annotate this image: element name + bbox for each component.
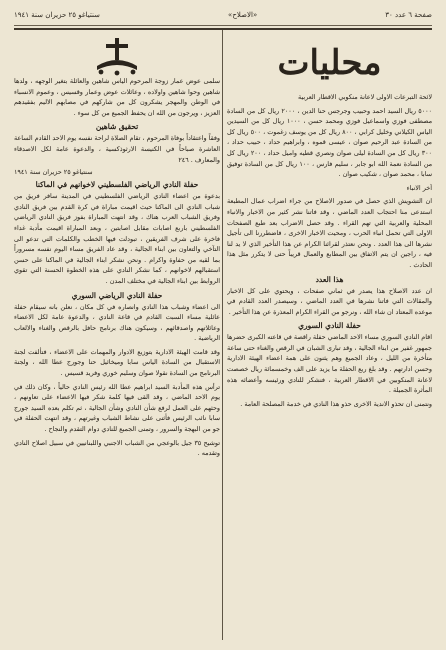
page-issue-number: صفحة ٦ عدد ٣٠ (385, 11, 432, 19)
right-column-body (227, 92, 432, 409)
article-paragraph: بدعوة من اعضاء النادي الرياضي الفلسطيني في المدينة سافر فريق من شباب النادي الى الماكنا حيث اقيمت مباراة في كرة القدم بين فريق النادي وفريق الشباب العرب هناك ، وقد انتهت المباراة بفوز فريق النادي الرياضي الفلسطيني باربع اصابات مقابل اصابتين ، وبعد المباراة اقيمت مأدبة غداء فاخرة على شرف الفريقين ، تبودلت فيها الخطب والكلمات التي تدعو الى التآخي والتعاون بين ابناء الجالية ، وقد عاد الفريق مساء اليوم نفسه مسروراً بما لقيه من حفاوة واكرام . ونحن نشكر ابناء الجالية في الماكنا على حسن استقبالهم لاخوانهم ، كما نشكر النادي على هذه الخطوة الحسنة التي تقوي الروابط بين ابناء الجالية في مختلف المدن . (14, 192, 220, 285)
page-header-strip (14, 8, 432, 22)
article-paragraph: ونتمنى ان تحذو الاندية الاخرى حذو هذا النادي في خدمة المصلحة العامة . (240, 399, 432, 408)
left-column (14, 34, 220, 642)
left-column-body (14, 36, 220, 459)
article-paragraph: الى اعضاء وشباب هذا النادي وانصاره في كل مكان ، نعلن بانه سيقام حفلة عائلية مساء السبت القادم في قاعة النادي ، والدعوة عامة لكل الاعضاء وعائلاتهم واصدقائهم ، وسيكون هناك برنامج حافل بالرقص والغناء والالعاب الرياضية . (14, 302, 220, 343)
article-paragraph: ان عدد الاصلاح هذا يصدر في ثماني صفحات ، ويحتوي على كل الاخبار والمقالات التي فاتنا نشرها في العدد الماضي ، وسيصدر العدد القادم في موعده المعتاد ان شاء الله ، ونرجو من القراء الكرام المعذرة عن هذا التأخير . (227, 286, 432, 316)
column-divider (222, 30, 223, 640)
article-paragraph: اقام النادي السوري مساء الاحد الماضي حفلة راقصة في قاعته الكبرى حضرها جمهور غفير من ابناء الجالية ، وقد تبارى الشبان في الرقص والغناء حتى ساعة متأخرة من الليل ، وعاد الجميع وهم يثنون على همة اعضاء الهيئة الادارية وحسن ادارتهم . وقد بلغ ريع الحفلة ما يزيد على الف وخمسمائة ريال خصصت لاعانة المنكوبين في الاقطار العربية ، فنشكر للنادي ورئيسه وأعضائه هذه المأثرة الجميلة . (227, 333, 432, 395)
issue-date: سنتياغو ٢٥ حزيران سنة ١٩٤١ (14, 11, 100, 19)
article-heading: تحقيق شاهين (95, 122, 139, 132)
article-paragraph: ٥٠٠٠ ريال السيد احمد وحبيب وجرجس حنا الدين ، ٢٠٠٠ ريال كل من السادة مصطفى فوزي واسماعيل فوزي ومحمد حسن ، ١٠٠٠ ريال كل من السيدين الياس الكيلاني وخليل كرابي ، ٨٠٠ ريال كل من يوسف زغموت ، ٥٠٠ ريال كل من السادة عبد الرحيم صوان ، عيسى قموه ، وابراهيم حداد ، حبيب حداد ، ٣٠٠ ريال كل من السادة ليلى صوان ونصري قطيه واميل حداد ، ٢٠٠ ريال كل من السادة نعمة الله ابو جابر ، سليم فارس ، ١٠٠ ريال كل من السادة توفيق سابا ، محمد صوان ، شكيب صوان . (227, 106, 432, 179)
newspaper-name: «الاصلاح» (228, 11, 258, 19)
article-heading: حفلة النادي السوري (298, 321, 361, 331)
section-masthead: محليات (277, 43, 382, 83)
article-paragraph: لائحة التبرعات الاولى لاعانة منكوبي الاقطار العربية (298, 93, 432, 101)
right-column (227, 34, 432, 642)
article-paragraph: وفقاً واعتقاداً بوفاة المرحوم ، تقام الصلاة لراحة نفسه يوم الاحد القادم الساعة العاشرة صباحاً في الكنيسة الارثوذكسية ، والدعوة عامة لكل الاصدقاء والمعارف . ٢٤٦ (14, 134, 220, 164)
header-rule-thin (14, 25, 432, 26)
mourning-cross-emblem-icon (89, 36, 145, 76)
article-paragraph: توشيح ٣٥ جيل بالوعجي من الشباب الاجنبي واللبنانيين في سبيل اصلاح النادي وتقدمه . (14, 438, 220, 458)
signoff-date: سنتياغو ٢٥ حزيران سنة ١٩٤١ (14, 168, 93, 177)
article-paragraph: ترأس هذه المأدبة السيد ابراهيم عطا الله رئيس النادي حالياً ، وكان ذلك في يوم الاحد الماضي ، وقد القى فيها كلمة شكر فيها الاعضاء على تعاونهم ، وحثهم على العمل لرفع شأن النادي وشأن الجالية ، ثم تكلم بعده السيد جورج سابا نائب الرئيس فأثنى على نشاط الشباب وغيرتهم ، وقد انتهت الحفلة في جو من البهجة والسرور ، وتمنى الجميع للنادي دوام التقدم والنجاح . (14, 382, 220, 434)
article-heading: حفلة النادي الرياضي الفلسطيني لاخوانهم في الماكنا (35, 180, 199, 190)
article-paragraph: آخر الانباء (406, 183, 432, 192)
header-rule-thick (14, 28, 432, 30)
article-paragraph: ان التشويش الذي حصل في صدور الاصلاح من جراء اضراب عمال المطبعة استدعى منا احتجاب العدد الماضي ، وقد فاتنا نشر كثير من الاخبار والانباء المحلية والعربية التي تهم القراء . وقد حصل الاضراب بعد طبع الصفحات الاولى التي تحمل انباء الحرب ، ومحيت الاخبار الاخرى ، فاضطررنا الى تأجيل نشرها الى هذا العدد . ونحن نعتذر لقرائنا الكرام عن هذا التأخير الذي لا يد لنا فيه ، راجين ان يتم الاتفاق بين المطابع والعمال قريباً حتى لا يتكرر مثل هذا الحادث . (227, 197, 432, 269)
article-heading: حفلة النادي الرياضي السوري (71, 290, 163, 300)
article-paragraph: سلمى عوض عمار زوجة المرحوم الياس شاهين والعائلة بتغير الوجهه ، ولدها شاهين وحوا شاهين واولاده ، وعائلات عوض وعمار وقسيس ، وعموم الانسباء في الوطن والمهجر يشكرون كل من شاركهم في مصابهم الاليم بفقيدهم العزيز ، ويرجون من الله ان يحفظ الجميع من كل سوء . (14, 77, 220, 117)
article-heading: هذا العدد (315, 274, 344, 284)
article-paragraph: وقد قامت الهيئة الادارية بتوزيع الادوار والمهمات على الاعضاء ، فتألفت لجنة الاستقبال من السادة الياس سابا وميخائيل حنا وجورج عطا الله ، ولجنة البرنامج من السادة نقولا صوان وسليم خوري وفريد قسيس . (14, 347, 220, 378)
